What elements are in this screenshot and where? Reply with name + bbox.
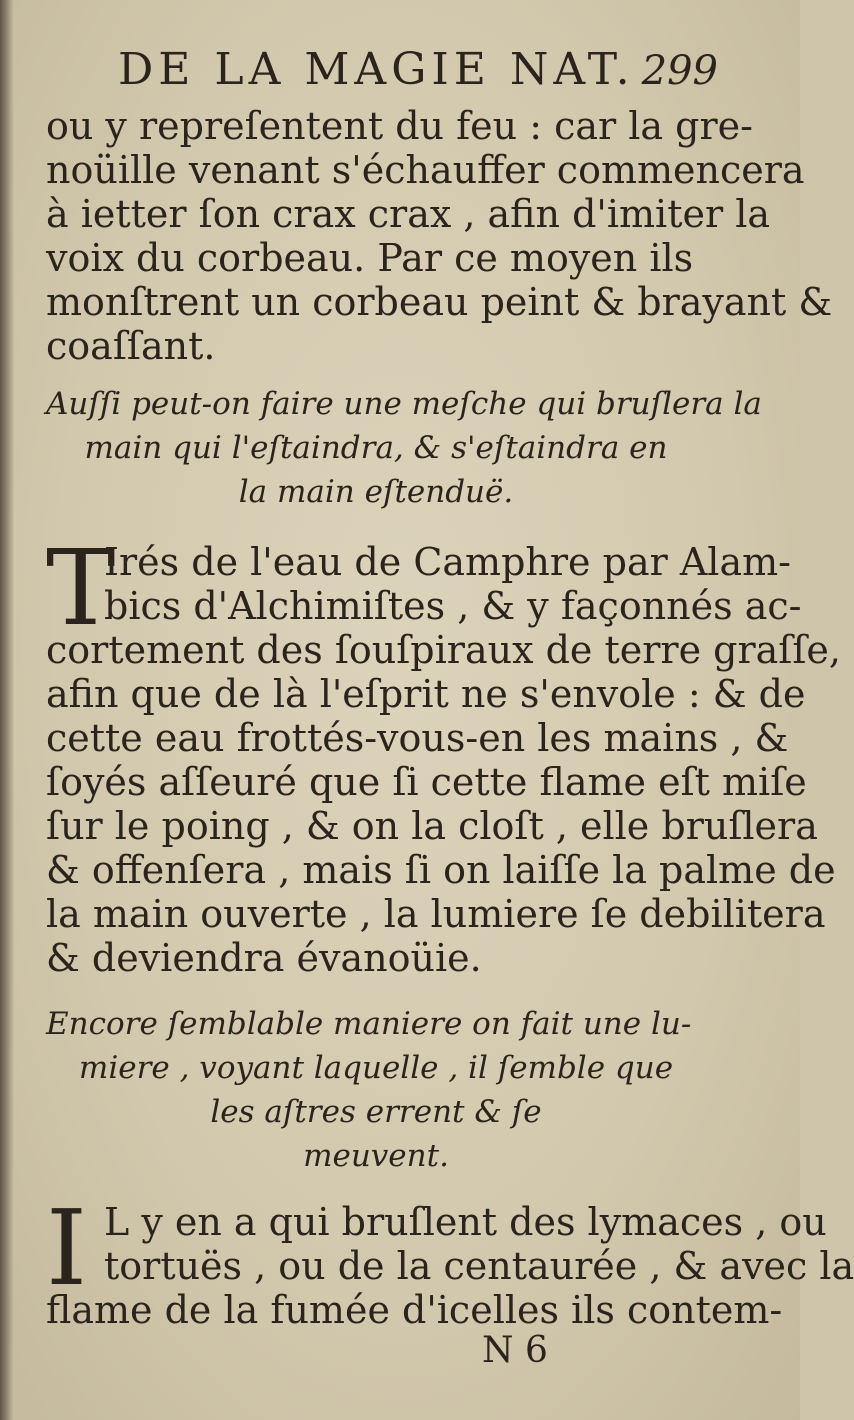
text-line: ou y repreſentent du feu : car la gre-: [46, 104, 753, 148]
text-line: monſtrent un corbeau peint & brayant &: [46, 280, 833, 324]
paragraph-camphre: [46, 527, 841, 980]
heading-line: Encore ſemblable maniere on fait une lu-: [46, 1006, 692, 1042]
text-line: la main ouverte , la lumiere ſe debilitera: [46, 892, 826, 936]
drop-cap: I: [46, 1187, 88, 1309]
section-heading-astres: [46, 1002, 706, 1178]
page-header: [118, 44, 718, 100]
text-line: bics d'Alchimiſtes , & y façonnés ac-: [104, 584, 802, 628]
text-line: tortuës , ou de la centaurée , & avec la: [104, 1244, 854, 1288]
text-line: cette eau frottés-vous-en les mains , &: [46, 716, 789, 760]
heading-line: les aſtres errent & ſe: [210, 1094, 542, 1130]
heading-line: Auſſi peut-on faire une meſche qui bruſlera la: [46, 386, 762, 422]
heading-line: la main eſtenduë.: [238, 474, 514, 510]
page-number: 299: [641, 48, 718, 94]
paragraph-lymaces: [46, 1187, 854, 1332]
text-line: cortement des ſouſpiraux de terre graſſe,: [46, 628, 841, 672]
section-heading-meche: [46, 382, 762, 514]
text-line: L y en a qui bruſlent des lymaces , ou: [104, 1200, 827, 1244]
drop-cap: T: [46, 527, 116, 649]
running-title: DE LA MAGIE NAT.: [118, 44, 635, 95]
text-line: voix du corbeau. Par ce moyen ils: [46, 236, 694, 280]
text-line: coaſſant.: [46, 324, 216, 368]
text-line: noüille venant s'échauffer commencera: [46, 148, 805, 192]
text-line: ſoyés aſſeuré que ſi cette flame eſt miſe: [46, 760, 807, 804]
page-gutter: [0, 0, 14, 1420]
text-line: & deviendra évanoüie.: [46, 936, 482, 980]
heading-line: miere , voyant laquelle , il ſemble que: [78, 1050, 674, 1086]
text-line: & offenſera , mais ſi on laiſſe la palme de: [46, 848, 836, 892]
heading-line: main qui l'eſtaindra, & s'eſtaindra en: [84, 430, 668, 466]
signature-mark: N 6: [482, 1330, 548, 1371]
text-line: Irés de l'eau de Camphre par Alam-: [104, 540, 791, 584]
text-line: ſur le poing , & on la cloſt , elle bruſlera: [46, 804, 818, 848]
text-line: flame de la fumée d'icelles ils contem-: [46, 1288, 783, 1332]
heading-line: meuvent.: [303, 1138, 449, 1174]
text-line: à ietter ſon crax crax , afin d'imiter la: [46, 192, 771, 236]
text-line: afin que de là l'eſprit ne s'envole : & de: [46, 672, 806, 716]
continuation-text: [46, 104, 833, 368]
